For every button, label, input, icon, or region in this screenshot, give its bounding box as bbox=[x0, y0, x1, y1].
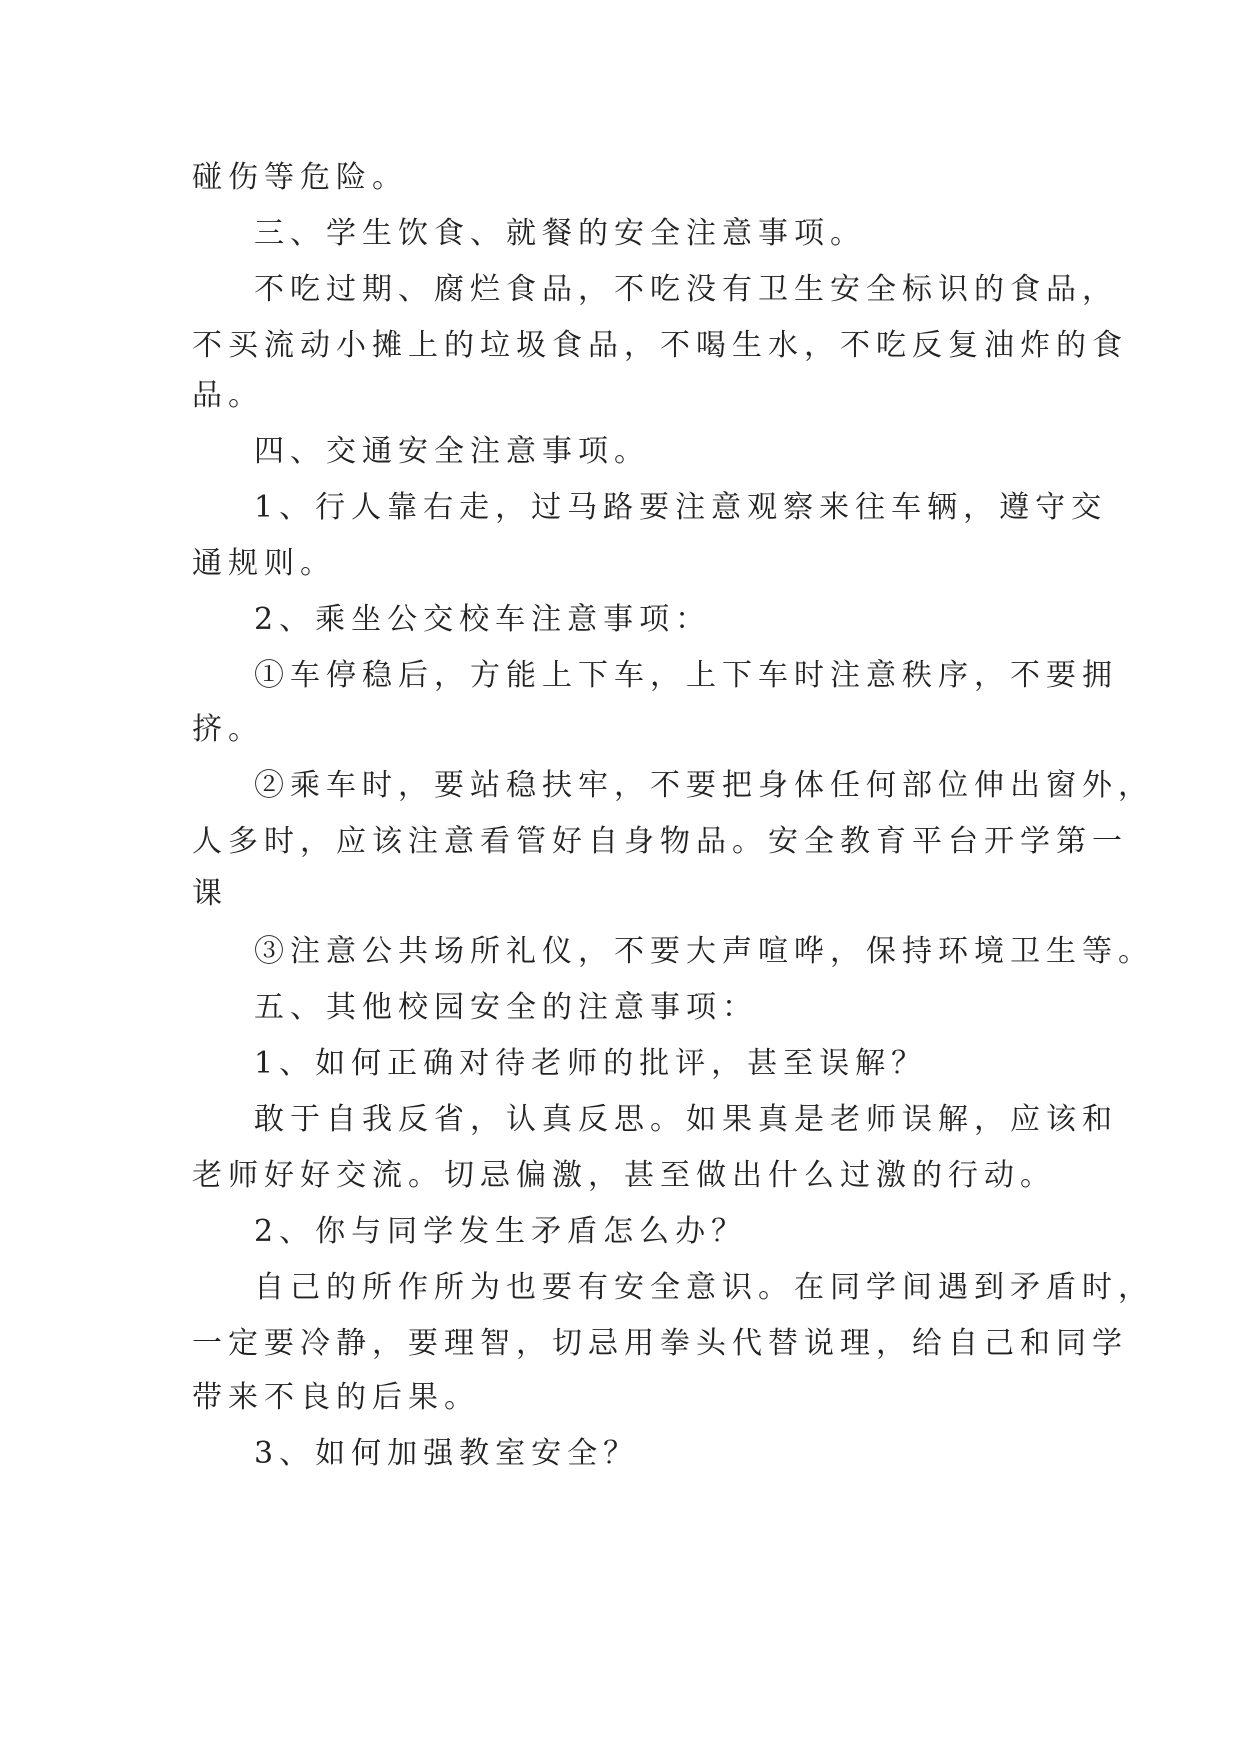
text-line: ③注意公共场所礼仪，不要大声喧哗，保持环境卫生等。 bbox=[254, 934, 1154, 969]
text-line: 敢于自我反省，认真反思。如果真是老师误解，应该和 bbox=[254, 1102, 1118, 1137]
section-heading: 五、其他校园安全的注意事项： bbox=[254, 990, 758, 1025]
text-line: 1、行人靠右走，过马路要注意观察来往车辆，遵守交 bbox=[254, 490, 1108, 525]
section-heading: 四、交通安全注意事项。 bbox=[254, 434, 650, 469]
text-line: 一定要冷静，要理智，切忌用拳头代替说理，给自己和同学 bbox=[192, 1326, 1128, 1361]
text-line: 2、乘坐公交校车注意事项： bbox=[254, 602, 712, 637]
section-heading: 三、学生饮食、就餐的安全注意事项。 bbox=[254, 216, 866, 251]
text-line: ①车停稳后，方能上下车，上下车时注意秩序，不要拥 bbox=[254, 658, 1118, 693]
text-line: 挤。 bbox=[192, 712, 264, 747]
text-line: 2、你与同学发生矛盾怎么办？ bbox=[254, 1214, 748, 1249]
text-line: 自己的所作所为也要有安全意识。在同学间遇到矛盾时， bbox=[254, 1270, 1154, 1305]
text-line: 通规则。 bbox=[192, 546, 336, 581]
text-line: 带来不良的后果。 bbox=[192, 1380, 480, 1415]
text-line: 3、如何加强教室安全？ bbox=[254, 1436, 640, 1471]
text-line: 老师好好交流。切忌偏激，甚至做出什么过激的行动。 bbox=[192, 1158, 1056, 1193]
text-line: 课 bbox=[192, 876, 228, 911]
text-line: 人多时，应该注意看管好自身物品。安全教育平台开学第一 bbox=[192, 824, 1128, 859]
text-line: 碰伤等危险。 bbox=[192, 160, 408, 195]
text-line: 品。 bbox=[192, 378, 264, 413]
text-line: 1、如何正确对待老师的批评，甚至误解？ bbox=[254, 1046, 928, 1081]
text-line: 不吃过期、腐烂食品，不吃没有卫生安全标识的食品， bbox=[254, 272, 1118, 307]
text-line: ②乘车时，要站稳扶牢，不要把身体任何部位伸出窗外， bbox=[254, 768, 1154, 803]
text-line: 不买流动小摊上的垃圾食品，不喝生水，不吃反复油炸的食 bbox=[192, 328, 1128, 363]
